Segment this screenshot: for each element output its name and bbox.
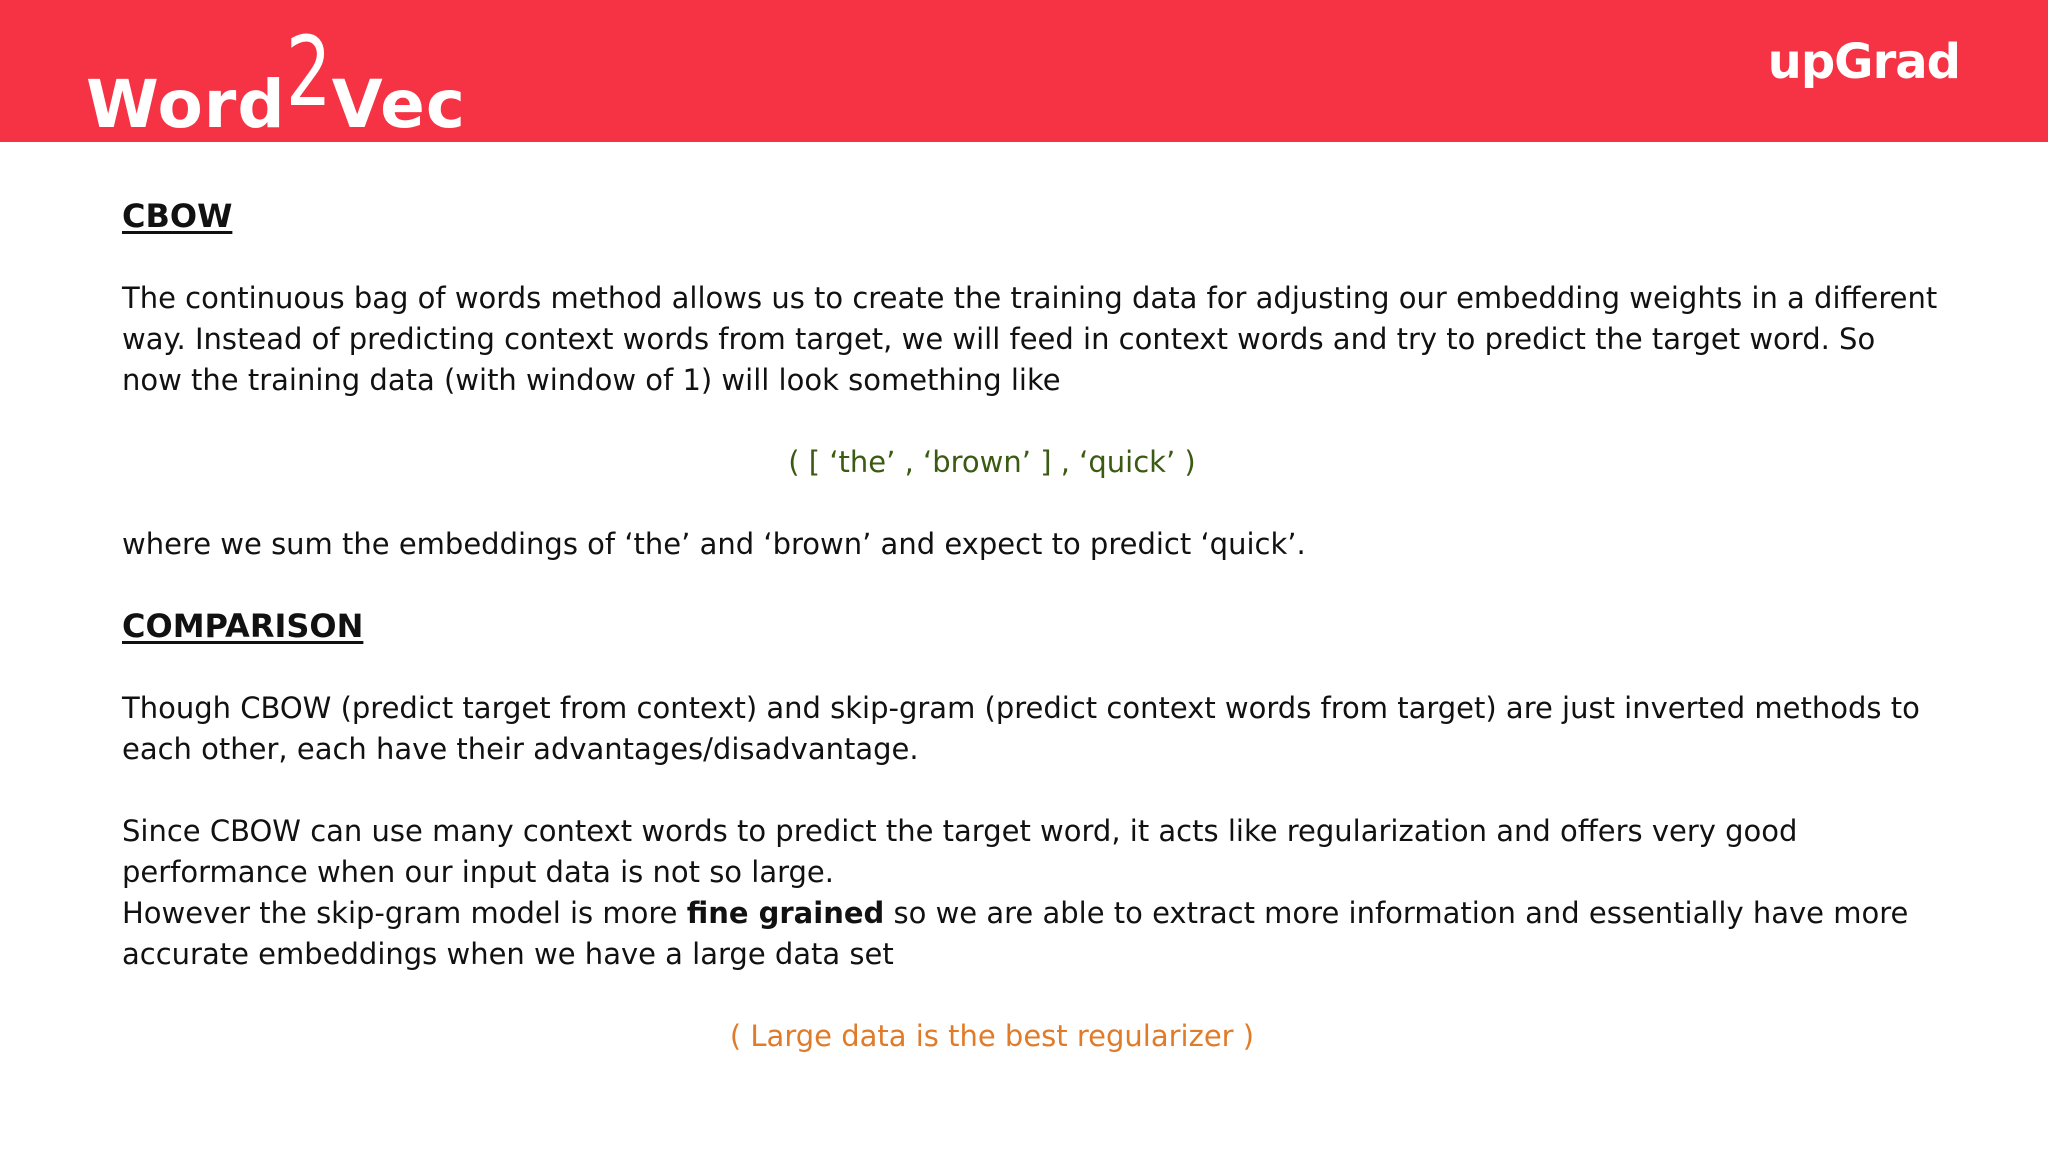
comparison-paragraph-1: Though CBOW (predict target from context) and skip-gram (predict context words from target) are just inverted methods to each other, each have their advantages/disadvantage. [122, 691, 1920, 766]
spacer [122, 237, 1942, 278]
spacer [122, 770, 1942, 811]
fine-grained-emphasis: fine grained [686, 896, 885, 930]
logo-text-two: 2 [285, 16, 332, 128]
logo-text-word: Word [86, 66, 286, 143]
comparison-paragraph-3-end: so we are able to extract more information and essentially have more accurate embeddings when we have a large data set [122, 896, 1909, 971]
spacer [122, 565, 1942, 606]
cbow-example: ( [ ‘the’ , ‘brown’ ] , ‘quick’ ) [788, 445, 1196, 479]
cbow-heading: CBOW [122, 197, 233, 235]
upgrad-logo: upGrad [1767, 34, 1960, 90]
spacer [122, 647, 1942, 688]
slide-content [122, 196, 1942, 1057]
cbow-paragraph-1: The continuous bag of words method allows us to create the training data for adjusting our embedding weights in a different way. Instead of predicting context words from target, we will feed in context words and try to predict the target word. So now the training data (with window of 1) will look something like [122, 281, 1938, 397]
spacer [122, 401, 1942, 442]
comparison-paragraph-3-start: However the skip-gram model is more [122, 896, 687, 930]
header-bar [0, 0, 2048, 142]
spacer [122, 975, 1942, 1016]
spacer [122, 483, 1942, 524]
logo-text-vec: Vec [331, 66, 467, 143]
comparison-paragraph-3 [122, 893, 1942, 975]
comparison-paragraph-2: Since CBOW can use many context words to predict the target word, it acts like regularization and offers very good performance when our input data is not so large. [122, 814, 1798, 889]
regularizer-note: ( Large data is the best regularizer ) [729, 1019, 1255, 1053]
cbow-paragraph-2: where we sum the embeddings of ‘the’ and ‘brown’ and expect to predict ‘quick’. [122, 527, 1306, 561]
comparison-heading: COMPARISON [122, 607, 364, 645]
word2vec-logo [86, 16, 467, 143]
